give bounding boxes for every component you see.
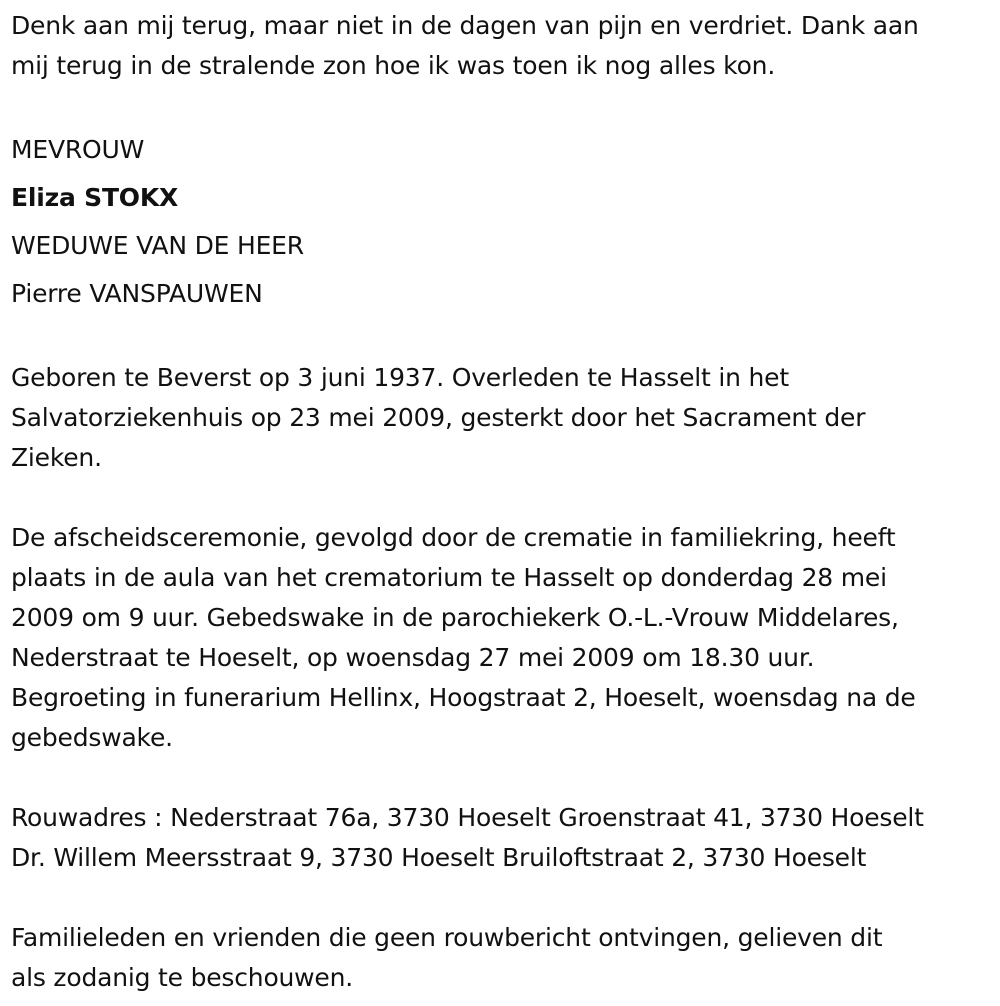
address-paragraph — [11, 798, 991, 878]
intro-line: mij terug in de stralende zon hoe ik was toen ik nog alles kon. — [11, 51, 776, 80]
paragraph-line: als zodanig te beschouwen. — [11, 963, 354, 992]
spacer — [11, 318, 991, 358]
intro-line: Denk aan mij terug, maar niet in de dagen van pijn en verdriet. Dank aan — [11, 11, 919, 40]
paragraph-line: Zieken. — [11, 443, 102, 472]
ceremony-paragraph — [11, 518, 991, 758]
spouse-name: Pierre VANSPAUWEN — [11, 279, 263, 308]
paragraph-line: plaats in de aula van het crematorium te Hasselt op donderdag 28 mei — [11, 563, 887, 592]
deceased-name: Eliza STOKX — [11, 183, 179, 212]
address-line: Rouwadres : Nederstraat 76a, 3730 Hoeselt Groenstraat 41, 3730 Hoeselt — [11, 803, 924, 832]
paragraph-line: Begroeting in funerarium Hellinx, Hoogstraat 2, Hoeselt, woensdag na de — [11, 683, 916, 712]
spacer — [11, 86, 991, 126]
paragraph-line: 2009 om 9 uur. Gebedswake in de parochiekerk O.-L.-Vrouw Middelares, — [11, 603, 899, 632]
deceased-relation: WEDUWE VAN DE HEER — [11, 231, 304, 260]
spacer — [11, 478, 991, 518]
paragraph-line: Salvatorziekenhuis op 23 mei 2009, gesterkt door het Sacrament der — [11, 403, 866, 432]
birth-death-paragraph — [11, 358, 991, 478]
closing-paragraph — [11, 918, 991, 998]
spacer — [11, 878, 991, 918]
address-line: Dr. Willem Meersstraat 9, 3730 Hoeselt Bruiloftstraat 2, 3730 Hoeselt — [11, 843, 867, 872]
death-notice — [11, 6, 991, 998]
paragraph-line: Familieleden en vrienden die geen rouwbericht ontvingen, gelieven dit — [11, 923, 883, 952]
paragraph-line: Geboren te Beverst op 3 juni 1937. Overleden te Hasselt in het — [11, 363, 789, 392]
paragraph-line: Nederstraat te Hoeselt, op woensdag 27 mei 2009 om 18.30 uur. — [11, 643, 815, 672]
paragraph-line: De afscheidsceremonie, gevolgd door de crematie in familiekring, heeft — [11, 523, 896, 552]
deceased-info — [11, 126, 991, 318]
spacer — [11, 758, 991, 798]
paragraph-line: gebedswake. — [11, 723, 173, 752]
intro-quote — [11, 6, 991, 86]
deceased-title: MEVROUW — [11, 135, 145, 164]
